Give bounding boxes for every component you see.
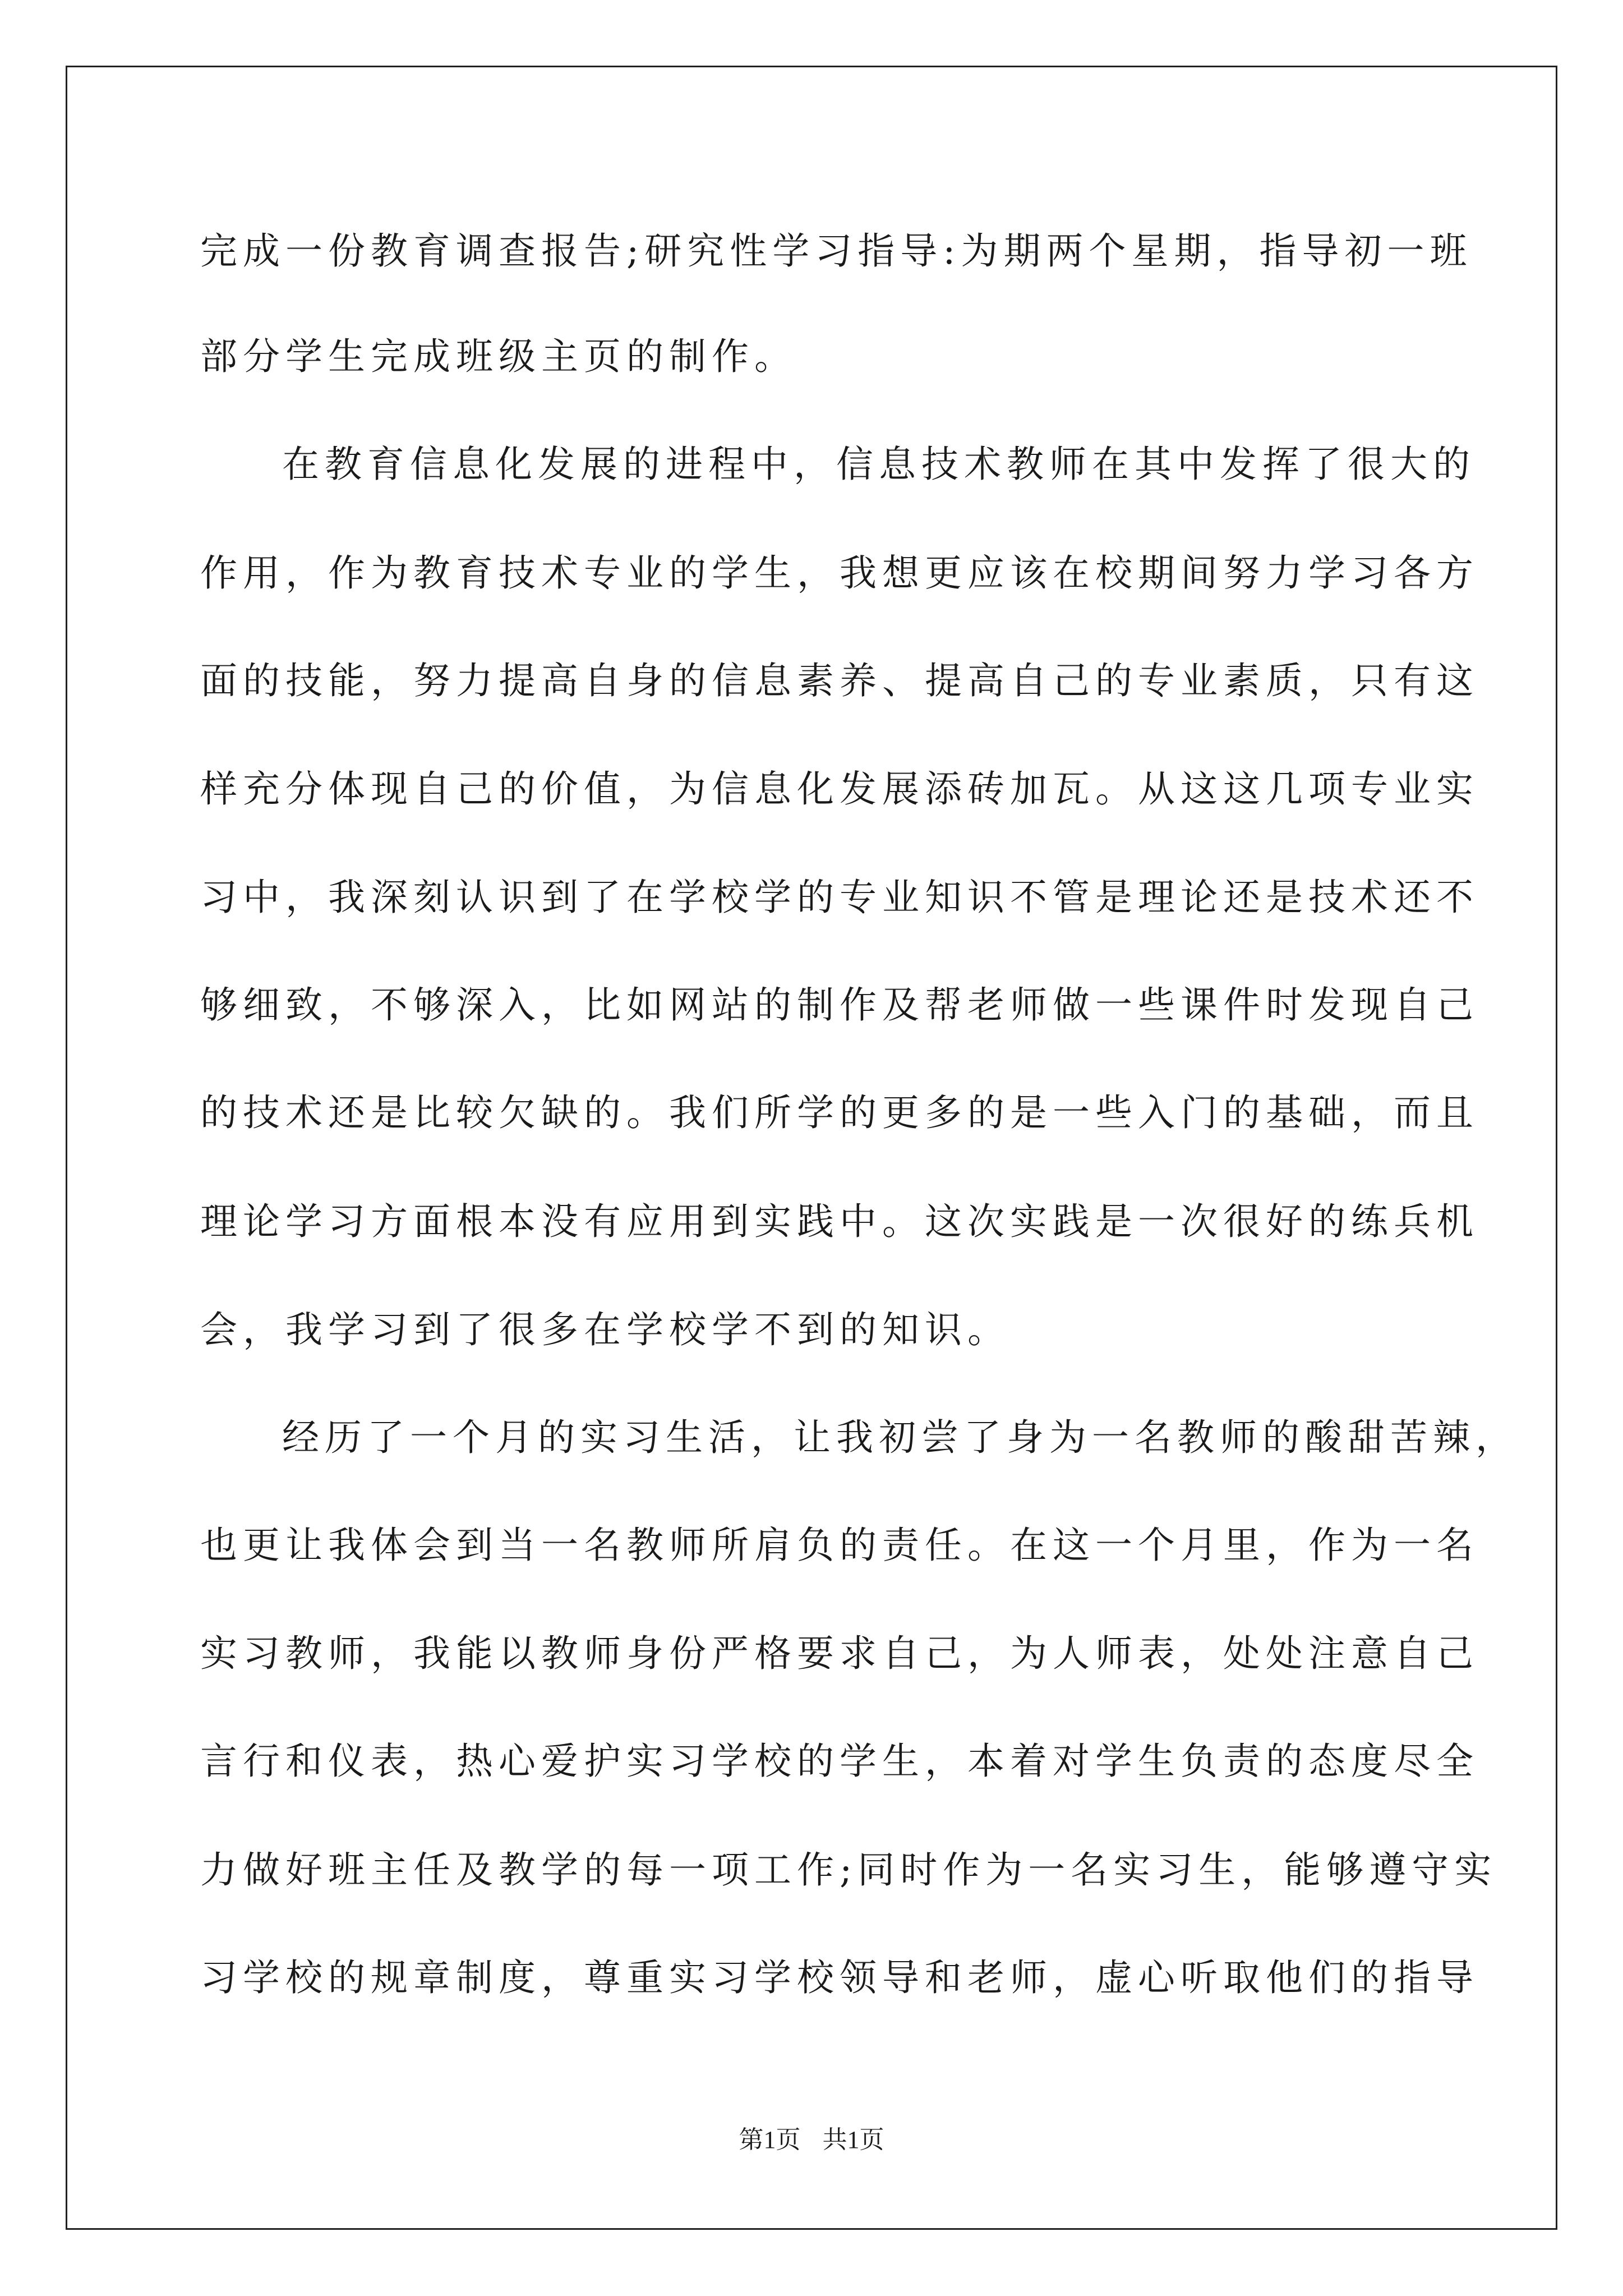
text-line: 够细致，不够深入，比如网站的制作及帮老师做一些课件时发现自己: [200, 983, 1479, 1027]
page-total: 共1页: [822, 2126, 884, 2154]
paragraph-first-line: 在教育信息化发展的进程中，信息技术教师在其中发挥了很大的: [282, 443, 1476, 486]
text-line: 会，我学习到了很多在学校学不到的知识。: [200, 1308, 1010, 1351]
text-line: 实习教师，我能以教师身份严格要求自己，为人师表，处处注意自己: [200, 1632, 1479, 1675]
text-line: 习学校的规章制度，尊重实习学校领导和老师，虚心听取他们的指导: [200, 1956, 1479, 1999]
text-line: 完成一份教育调查报告;研究性学习指导:为期两个星期，指导初一班: [200, 229, 1473, 273]
text-line: 言行和仪表，热心爱护实习学校的学生，本着对学生负责的态度尽全: [200, 1740, 1479, 1783]
page-number: 第1页: [739, 2126, 801, 2154]
paragraph-first-line: 经历了一个月的实习生活，让我初尝了身为一名教师的酸甜苦辣，: [282, 1416, 1518, 1459]
text-line: 理论学习方面根本没有应用到实践中。这次实践是一次很好的练兵机: [200, 1200, 1479, 1243]
text-line: 的技术还是比较欠缺的。我们所学的更多的是一些入门的基础，而且: [200, 1091, 1479, 1134]
page-border: [66, 66, 1557, 2230]
text-line: 作用，作为教育技术专业的学生，我想更应该在校期间努力学习各方: [200, 551, 1479, 595]
text-line: 部分学生完成班级主页的制作。: [200, 335, 797, 378]
page-footer: [0, 2125, 1623, 2155]
text-line: 面的技能，努力提高自身的信息素养、提高自己的专业素质，只有这: [200, 659, 1479, 702]
text-line: 也更让我体会到当一名教师所肩负的责任。在这一个月里，作为一名: [200, 1524, 1479, 1567]
text-line: 力做好班主任及教学的每一项工作;同时作为一名实习生，能够遵守实: [200, 1848, 1497, 1892]
text-line: 习中，我深刻认识到了在学校学的专业知识不管是理论还是技术还不: [200, 876, 1479, 919]
text-line: 样充分体现自己的价值，为信息化发展添砖加瓦。从这这几项专业实: [200, 767, 1479, 811]
